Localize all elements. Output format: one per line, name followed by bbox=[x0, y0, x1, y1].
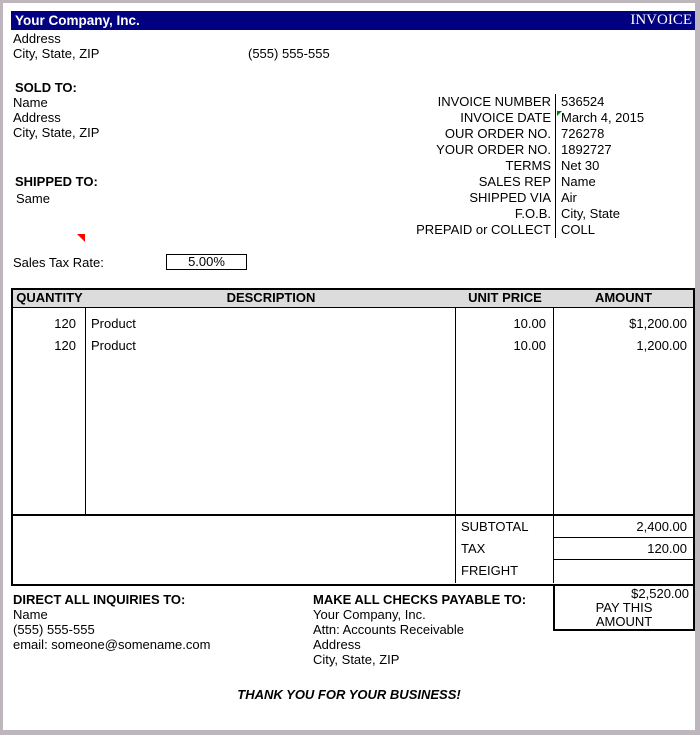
detail-row-invoice-date bbox=[203, 110, 695, 126]
invoice-number-value[interactable]: 536524 bbox=[555, 94, 695, 110]
items-table-header bbox=[13, 290, 693, 308]
company-phone[interactable]: (555) 555-555 bbox=[248, 46, 330, 61]
amount-column bbox=[554, 308, 693, 514]
item-quantity[interactable]: 120 bbox=[54, 316, 76, 331]
amount-label: AMOUNT bbox=[595, 614, 653, 629]
detail-row-invoice-number bbox=[203, 94, 695, 110]
unit-price-column-header: UNIT PRICE bbox=[468, 290, 542, 305]
detail-row-fob bbox=[203, 206, 695, 222]
prepaid-collect-value[interactable]: COLL bbox=[555, 222, 695, 238]
totals-values bbox=[554, 516, 693, 583]
detail-label: TERMS bbox=[505, 158, 551, 173]
sold-to-address[interactable]: Address bbox=[13, 110, 61, 125]
shipped-via-value[interactable]: Air bbox=[555, 190, 695, 206]
tax-label: TAX bbox=[461, 541, 486, 556]
terms-value[interactable]: Net 30 bbox=[555, 158, 695, 174]
item-quantity[interactable]: 120 bbox=[54, 338, 76, 353]
subtotal-label: SUBTOTAL bbox=[461, 519, 529, 534]
our-order-value[interactable]: 726278 bbox=[555, 126, 695, 142]
checks-company[interactable]: Your Company, Inc. bbox=[313, 607, 426, 622]
unit-price-column bbox=[456, 308, 554, 514]
detail-row-sales-rep bbox=[203, 174, 695, 190]
company-address-line[interactable]: Address bbox=[13, 31, 61, 46]
sold-to-block bbox=[13, 95, 99, 140]
items-table-body bbox=[13, 308, 693, 514]
sold-to-name[interactable]: Name bbox=[13, 95, 48, 110]
detail-label: PREPAID or COLLECT bbox=[416, 222, 551, 237]
item-amount[interactable]: $1,200.00 bbox=[629, 316, 687, 331]
detail-label: YOUR ORDER NO. bbox=[436, 142, 551, 157]
amount-column-header: AMOUNT bbox=[594, 290, 653, 305]
invoice-date-text: March 4, 2015 bbox=[561, 110, 645, 125]
sales-tax-label: Sales Tax Rate: bbox=[13, 255, 104, 270]
invoice-date-value[interactable] bbox=[555, 110, 695, 126]
inquiries-heading: DIRECT ALL INQUIRIES TO: bbox=[13, 592, 186, 607]
description-column bbox=[86, 308, 456, 514]
detail-row-prepaid-collect bbox=[203, 222, 695, 238]
item-description[interactable]: Product bbox=[91, 338, 136, 353]
totals-labels bbox=[456, 516, 554, 583]
item-amount[interactable]: 1,200.00 bbox=[636, 338, 687, 353]
shipped-to-block bbox=[16, 191, 50, 206]
your-order-value[interactable]: 1892727 bbox=[555, 142, 695, 158]
inquiries-name[interactable]: Name bbox=[13, 607, 48, 622]
sold-to-heading: SOLD TO: bbox=[15, 80, 77, 95]
invoice-details-panel bbox=[203, 94, 695, 238]
item-unit-price[interactable]: 10.00 bbox=[513, 316, 546, 331]
freight-label: FREIGHT bbox=[461, 563, 519, 578]
checks-city[interactable]: City, State, ZIP bbox=[313, 652, 400, 667]
inquiries-phone[interactable]: (555) 555-555 bbox=[13, 622, 95, 637]
sales-rep-value[interactable]: Name bbox=[555, 174, 695, 190]
checks-address[interactable]: Address bbox=[313, 637, 361, 652]
items-table bbox=[11, 288, 695, 586]
company-header-bar bbox=[11, 11, 695, 30]
sold-to-city[interactable]: City, State, ZIP bbox=[13, 125, 100, 140]
detail-row-our-order bbox=[203, 126, 695, 142]
item-unit-price[interactable]: 10.00 bbox=[513, 338, 546, 353]
comment-marker-icon bbox=[77, 234, 85, 242]
invoice-title: INVOICE bbox=[630, 12, 692, 28]
totals-section bbox=[13, 514, 693, 583]
checks-block bbox=[313, 607, 464, 667]
freight-value[interactable] bbox=[554, 560, 693, 582]
detail-label: SHIPPED VIA bbox=[469, 190, 551, 205]
inquiries-email[interactable]: email: someone@somename.com bbox=[13, 637, 211, 652]
detail-label: OUR ORDER NO. bbox=[444, 126, 551, 141]
totals-spacer bbox=[13, 516, 456, 583]
quantity-column bbox=[13, 308, 86, 514]
pay-amount-box bbox=[553, 586, 695, 631]
quantity-column-header: QUANTITY bbox=[16, 290, 83, 305]
pay-amount-value[interactable]: $2,520.00 bbox=[631, 586, 689, 601]
detail-label: INVOICE NUMBER bbox=[437, 94, 551, 109]
company-name: Your Company, Inc. bbox=[15, 13, 140, 28]
shipped-to-value[interactable]: Same bbox=[16, 191, 50, 206]
tax-value[interactable]: 120.00 bbox=[554, 538, 693, 560]
checks-attn[interactable]: Attn: Accounts Receivable bbox=[313, 622, 465, 637]
company-address-block bbox=[13, 31, 99, 61]
detail-label: SALES REP bbox=[478, 174, 551, 189]
detail-label: F.O.B. bbox=[514, 206, 551, 221]
sales-tax-input[interactable]: 5.00% bbox=[166, 254, 247, 270]
detail-row-shipped-via bbox=[203, 190, 695, 206]
subtotal-value[interactable]: 2,400.00 bbox=[554, 516, 693, 538]
detail-label: INVOICE DATE bbox=[460, 110, 551, 125]
shipped-to-heading: SHIPPED TO: bbox=[15, 174, 98, 189]
detail-row-terms bbox=[203, 158, 695, 174]
company-city-line[interactable]: City, State, ZIP bbox=[13, 46, 100, 61]
detail-row-your-order bbox=[203, 142, 695, 158]
description-column-header: DESCRIPTION bbox=[226, 290, 316, 305]
checks-heading: MAKE ALL CHECKS PAYABLE TO: bbox=[313, 592, 527, 607]
fob-value[interactable]: City, State bbox=[555, 206, 695, 222]
inquiries-block bbox=[13, 607, 210, 652]
thank-you-message: THANK YOU FOR YOUR BUSINESS! bbox=[237, 687, 461, 702]
pay-this-label: PAY THIS bbox=[595, 600, 653, 615]
item-description[interactable]: Product bbox=[91, 316, 136, 331]
error-marker-icon bbox=[557, 111, 562, 116]
